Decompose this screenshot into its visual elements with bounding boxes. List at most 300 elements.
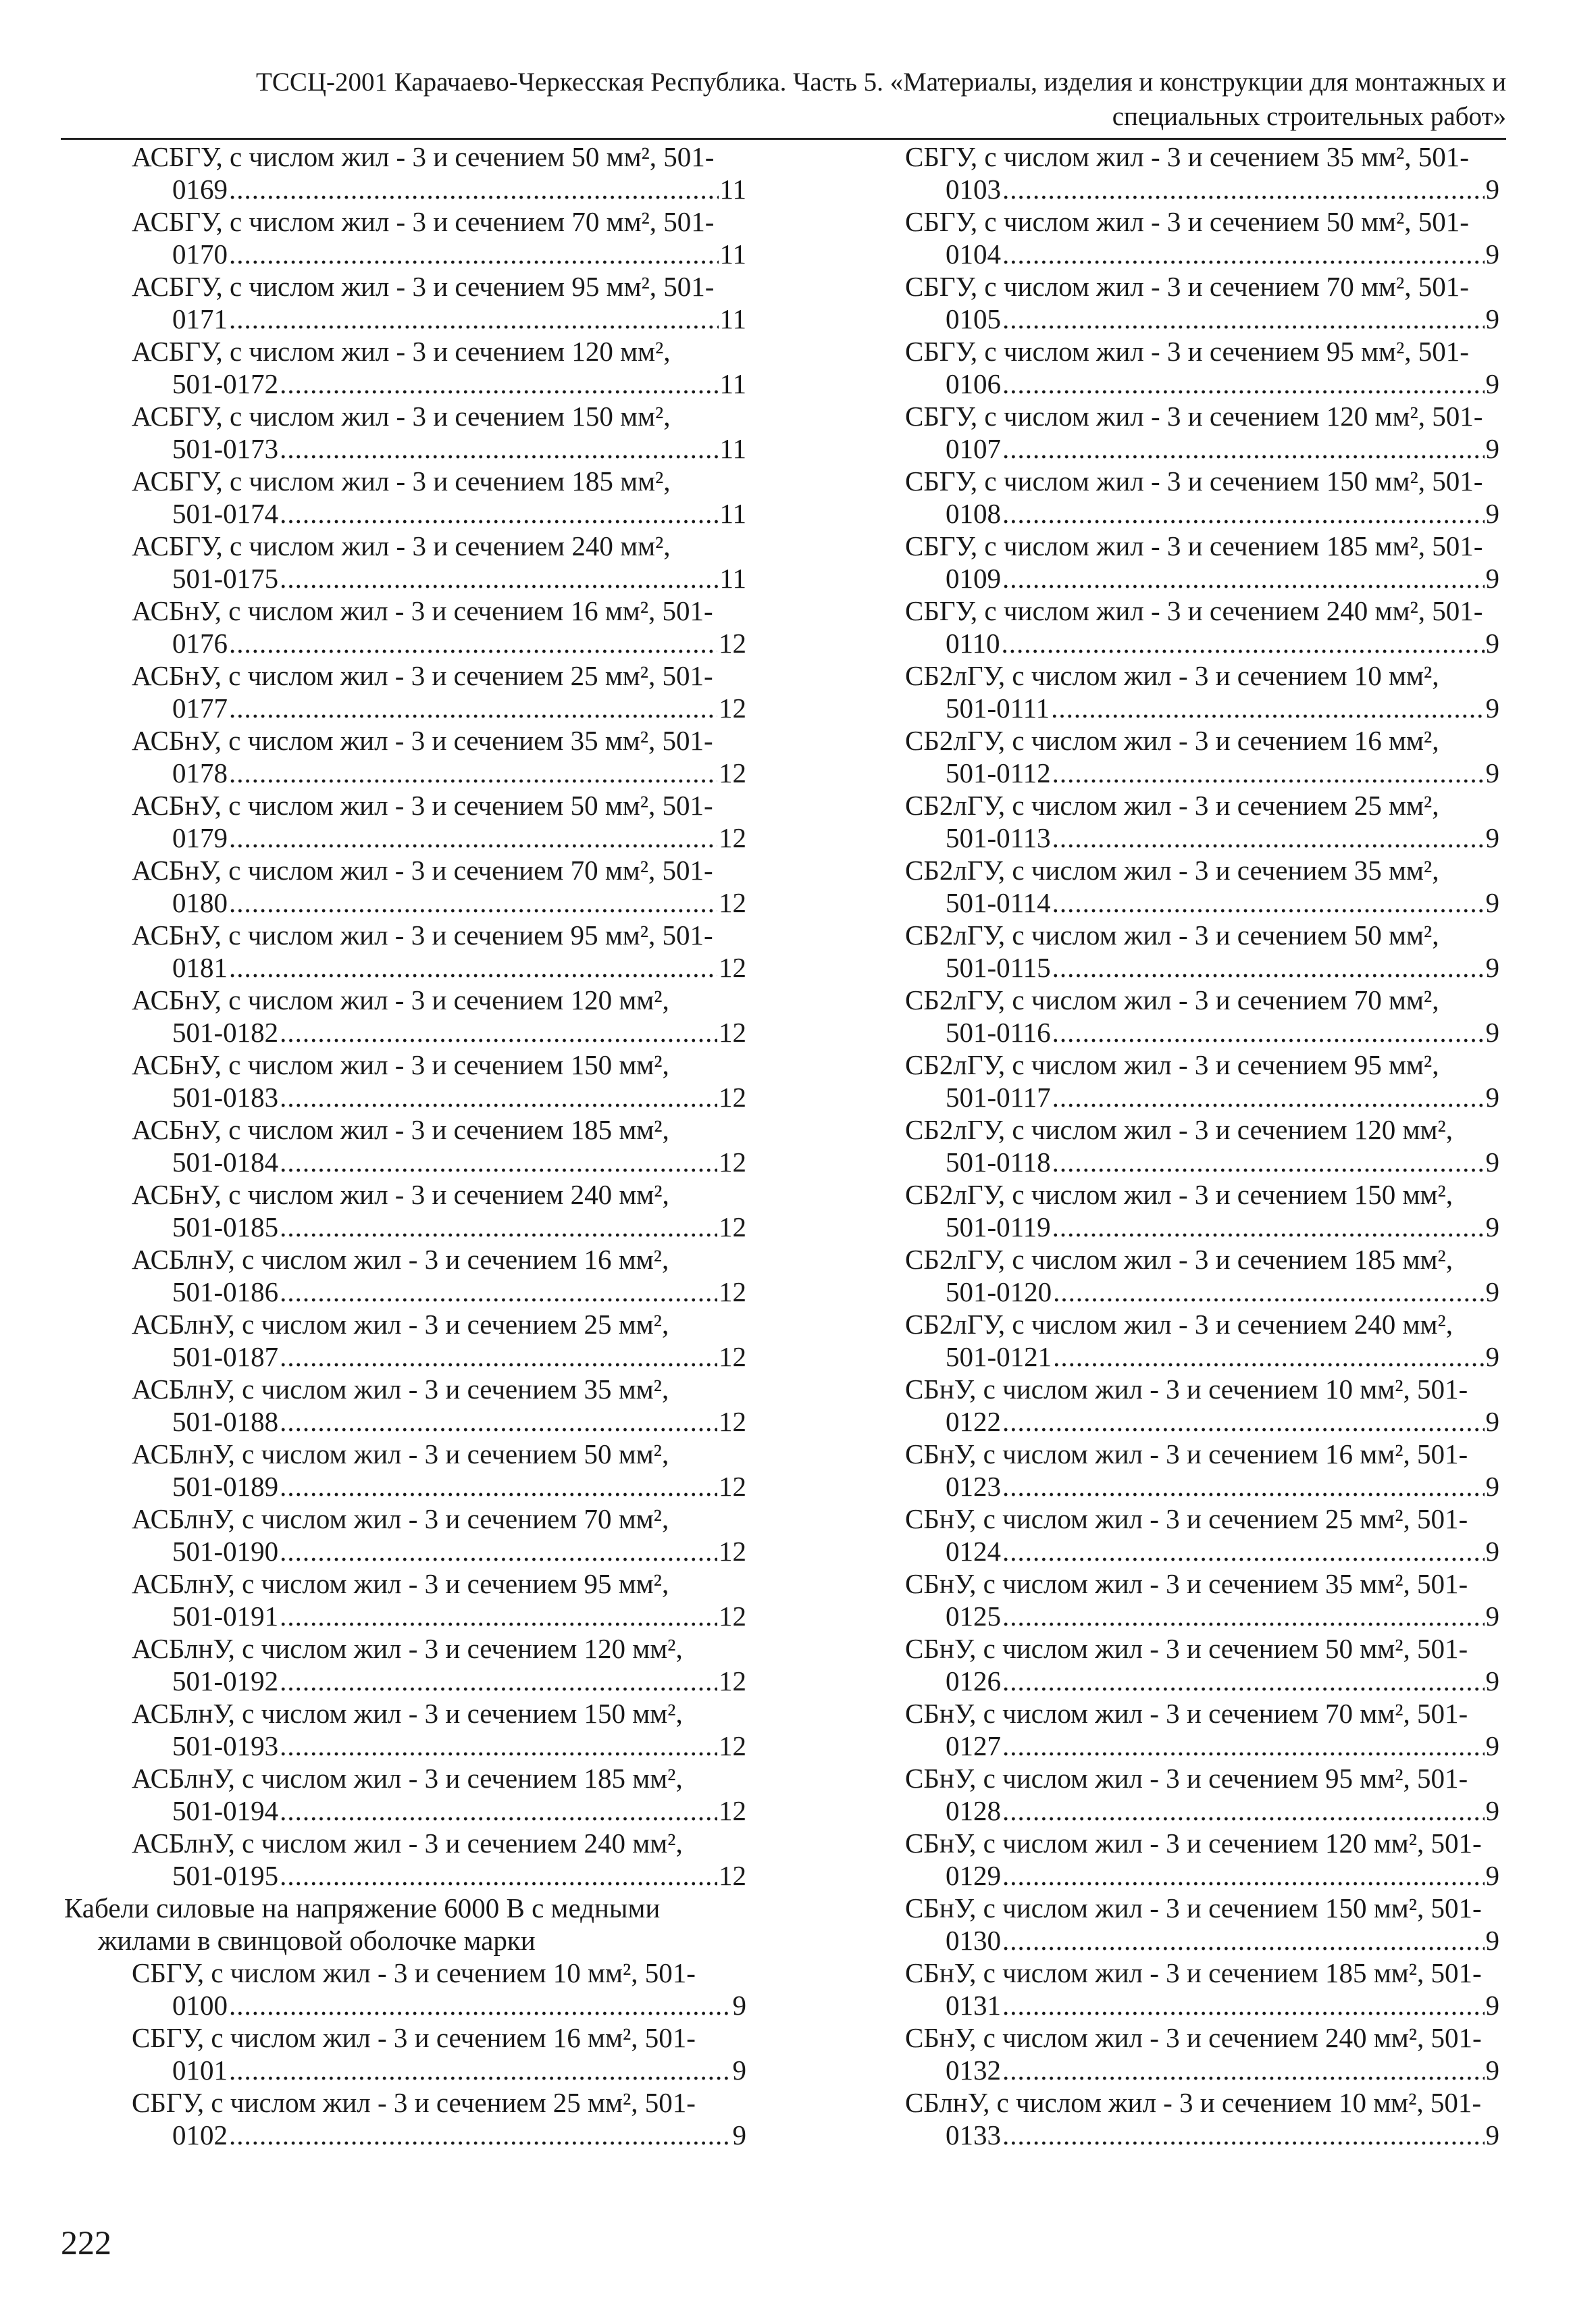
index-entry-page: 9 [1485, 238, 1499, 270]
dot-leader [280, 1600, 717, 1632]
index-entry-code: 501-0116 [946, 1017, 1051, 1048]
index-entry [132, 141, 746, 205]
index-entry-code: 501-0117 [946, 1082, 1051, 1113]
index-entry-page: 12 [719, 822, 746, 853]
index-entry-title: СБ2лГУ, с числом жил - 3 и сечением 10 мм², [905, 660, 1439, 691]
index-entry-page: 12 [719, 1406, 746, 1437]
index-entry-title: СБ2лГУ, с числом жил - 3 и сечением 95 мм², [905, 1049, 1439, 1080]
index-entry-code-line [132, 497, 746, 530]
index-entry-code-line [132, 1665, 746, 1697]
index-entry-title: СБ2лГУ, с числом жил - 3 и сечением 16 мм², [905, 725, 1439, 756]
index-entry [132, 919, 746, 984]
index-entry [132, 465, 746, 530]
index-entry-title: АСБГУ, с числом жил - 3 и сечением 70 мм², 501- [132, 206, 715, 237]
index-entry-page: 12 [719, 887, 746, 918]
dot-leader [280, 1081, 717, 1113]
index-entry-code: 501-0189 [172, 1471, 279, 1502]
index-entry-title: СБГУ, с числом жил - 3 и сечением 70 мм², 501- [905, 271, 1469, 302]
index-entry [905, 1243, 1499, 1308]
index-entry-code-line [905, 1016, 1499, 1049]
index-entry-page: 9 [732, 2055, 746, 2086]
section-heading-line-1: Кабели силовые на напряжение 6000 В с медными [64, 1892, 661, 1923]
index-entry-code: 501-0111 [946, 693, 1050, 724]
dot-leader [280, 1535, 717, 1567]
index-entry-code-line [905, 1924, 1499, 1957]
dot-leader [1002, 303, 1485, 335]
dot-leader [280, 1665, 717, 1697]
dot-leader [1002, 2054, 1485, 2086]
index-entry-code: 501-0112 [946, 757, 1051, 788]
index-entry [905, 724, 1499, 789]
dot-leader [229, 2054, 731, 2086]
index-entry-page: 9 [1485, 498, 1499, 529]
index-entry [905, 1827, 1499, 1892]
index-entry-title: СБнУ, с числом жил - 3 и сечением 185 мм², 501- [905, 1957, 1482, 1988]
index-entry-title: СБГУ, с числом жил - 3 и сечением 50 мм², 501- [905, 206, 1469, 237]
index-entry-page: 12 [719, 1147, 746, 1178]
index-column-left [64, 141, 746, 2151]
dot-leader [229, 238, 719, 270]
index-entry-code: 0104 [946, 238, 1001, 270]
index-entry [132, 2086, 746, 2151]
index-entry-code-line [905, 1665, 1499, 1697]
index-entry [132, 530, 746, 595]
index-entry-code-line [132, 2054, 746, 2086]
section-heading-line-2: жилами в свинцовой оболочке марки [98, 1925, 536, 1956]
index-entry-page: 9 [1485, 563, 1499, 594]
index-entry-page: 9 [1485, 1860, 1499, 1891]
dot-leader [280, 1340, 717, 1373]
index-entry-code: 0126 [946, 1665, 1001, 1696]
index-entry-title: СБнУ, с числом жил - 3 и сечением 16 мм², 501- [905, 1438, 1468, 1469]
index-entry-title: АСБлнУ, с числом жил - 3 и сечением 150 мм², [132, 1698, 683, 1729]
index-entry-code: 501-0195 [172, 1860, 279, 1891]
index-entry-page: 11 [719, 238, 746, 270]
dot-leader [1002, 1859, 1485, 1892]
index-entry-page: 9 [1485, 1665, 1499, 1696]
index-entry [905, 1308, 1499, 1373]
index-entry-page: 9 [1485, 822, 1499, 853]
dot-leader [1002, 1665, 1485, 1697]
index-entry-code-line [905, 1405, 1499, 1438]
index-entry-code: 501-0194 [172, 1795, 279, 1826]
dot-leader [229, 757, 717, 789]
index-entry [905, 205, 1499, 270]
dot-leader [229, 1989, 731, 2021]
index-entry-title: АСБлнУ, с числом жил - 3 и сечением 16 мм², [132, 1244, 669, 1275]
index-entry-page: 12 [719, 1730, 746, 1761]
index-entry-page: 9 [1485, 303, 1499, 334]
index-entry [905, 465, 1499, 530]
index-entry-title: АСБнУ, с числом жил - 3 и сечением 150 мм², [132, 1049, 669, 1080]
index-entry-page: 9 [1485, 757, 1499, 788]
index-entry-title: АСБГУ, с числом жил - 3 и сечением 185 мм², [132, 466, 671, 497]
index-entry-title: СБнУ, с числом жил - 3 и сечением 150 мм², 501- [905, 1892, 1482, 1923]
index-entry-page: 11 [719, 433, 746, 464]
index-entry-code-line [905, 303, 1499, 335]
index-entry-code-line [905, 497, 1499, 530]
index-entry-title: СБ2лГУ, с числом жил - 3 и сечением 70 мм², [905, 984, 1439, 1015]
index-entry-code: 0178 [172, 757, 228, 788]
index-entry [905, 1892, 1499, 1957]
index-entry-title: СБ2лГУ, с числом жил - 3 и сечением 25 мм², [905, 790, 1439, 821]
dot-leader [229, 692, 717, 724]
index-entry-page: 12 [719, 1341, 746, 1372]
index-entry [905, 400, 1499, 465]
dot-leader [1002, 497, 1485, 530]
index-entry-code-line [905, 1794, 1499, 1827]
index-entry-title: СБГУ, с числом жил - 3 и сечением 120 мм², 501- [905, 401, 1483, 432]
index-entry-code: 501-0188 [172, 1406, 279, 1437]
dot-leader [229, 2119, 731, 2151]
index-entry-title: СБнУ, с числом жил - 3 и сечением 10 мм², 501- [905, 1374, 1468, 1405]
index-list-right [905, 141, 1499, 2151]
dot-leader [1052, 951, 1485, 984]
index-entry-title: СБнУ, с числом жил - 3 и сечением 25 мм², 501- [905, 1503, 1468, 1534]
dot-leader [280, 497, 718, 530]
index-entry-title: АСБлнУ, с числом жил - 3 и сечением 185 мм², [132, 1763, 683, 1794]
index-entry [132, 1503, 746, 1567]
index-entry-code: 0177 [172, 693, 228, 724]
index-entry-page: 12 [719, 1601, 746, 1632]
index-entry-page: 12 [719, 1017, 746, 1048]
index-entry-code: 501-0183 [172, 1082, 279, 1113]
header-divider [61, 138, 1506, 140]
index-entry-code-line [132, 1600, 746, 1632]
index-entry-title: СБ2лГУ, с числом жил - 3 и сечением 185 мм², [905, 1244, 1453, 1275]
index-entry-code: 0103 [946, 174, 1001, 205]
index-entry-page: 12 [719, 1536, 746, 1567]
index-entry [132, 1438, 746, 1503]
index-entry-code: 0125 [946, 1601, 1001, 1632]
dot-leader [280, 1016, 717, 1049]
index-entry-title: СБнУ, с числом жил - 3 и сечением 120 мм², 501- [905, 1828, 1482, 1859]
index-entry-code: 501-0114 [946, 887, 1051, 918]
index-entry-title: АСБнУ, с числом жил - 3 и сечением 16 мм², 501- [132, 595, 713, 626]
section-heading [64, 1892, 746, 1957]
index-entry-code: 0127 [946, 1730, 1001, 1761]
index-entry-title: СБнУ, с числом жил - 3 и сечением 50 мм², 501- [905, 1633, 1468, 1664]
index-entry-code-line [905, 368, 1499, 400]
index-entry-code-line [132, 173, 746, 205]
index-entry-page: 9 [1485, 1341, 1499, 1372]
index-entry [905, 854, 1499, 919]
index-entry [132, 984, 746, 1049]
index-entry-code-line [132, 1146, 746, 1178]
index-entry-title: АСБлнУ, с числом жил - 3 и сечением 95 мм², [132, 1568, 669, 1599]
index-entry [132, 595, 746, 659]
dot-leader [1052, 822, 1485, 854]
dot-leader [1002, 1730, 1485, 1762]
index-entry-title: АСБнУ, с числом жил - 3 и сечением 120 мм², [132, 984, 669, 1015]
index-entry-title: СБГУ, с числом жил - 3 и сечением 95 мм², 501- [905, 336, 1469, 367]
index-entry-title: АСБнУ, с числом жил - 3 и сечением 70 мм², 501- [132, 855, 713, 886]
index-entry-title: СБ2лГУ, с числом жил - 3 и сечением 120 мм², [905, 1114, 1453, 1145]
index-entry-title: СБнУ, с числом жил - 3 и сечением 95 мм², 501- [905, 1763, 1468, 1794]
index-entry-code: 0131 [946, 1990, 1001, 2021]
index-entry-page: 9 [1485, 2055, 1499, 2086]
index-entry-page: 9 [1485, 1536, 1499, 1567]
index-entry-page: 9 [1485, 1406, 1499, 1437]
index-entry-page: 9 [1485, 1276, 1499, 1307]
index-entry-code-line [132, 1016, 746, 1049]
index-entry-code: 501-0187 [172, 1341, 279, 1372]
index-entry-code-line [905, 1535, 1499, 1567]
dot-leader [1002, 1535, 1485, 1567]
index-entry-page: 9 [1485, 1601, 1499, 1632]
index-entry-code: 0169 [172, 174, 228, 205]
index-entry-code: 501-0191 [172, 1601, 279, 1632]
index-entry-code: 501-0172 [172, 368, 279, 399]
index-entry-page: 11 [719, 563, 746, 594]
index-entry-code: 501-0182 [172, 1017, 279, 1048]
index-entry-code: 0107 [946, 433, 1001, 464]
dot-leader [1052, 1211, 1485, 1243]
index-entry [132, 1049, 746, 1113]
index-entry-code: 0105 [946, 303, 1001, 334]
index-entry-code-line [132, 1470, 746, 1503]
index-entry-code-line [132, 627, 746, 659]
dot-leader [1002, 1989, 1485, 2021]
dot-leader [1002, 562, 1485, 595]
index-entry [132, 400, 746, 465]
running-header-line-2: специальных строительных работ» [1112, 102, 1506, 131]
index-entry-page: 11 [719, 368, 746, 399]
index-entry-code: 0106 [946, 368, 1001, 399]
index-entry-page: 9 [1485, 1925, 1499, 1956]
index-entry-page: 12 [719, 1211, 746, 1242]
running-header [61, 65, 1506, 134]
dot-leader [1053, 1340, 1484, 1373]
dot-leader [280, 1859, 717, 1892]
index-entry [905, 1762, 1499, 1827]
dot-leader [1052, 757, 1485, 789]
index-entry-code: 501-0175 [172, 563, 279, 594]
index-entry-code-line [905, 2119, 1499, 2151]
index-entry [905, 984, 1499, 1049]
index-entry-code-line [132, 1730, 746, 1762]
dot-leader [280, 432, 718, 465]
index-entry-code: 0124 [946, 1536, 1001, 1567]
index-entry-page: 12 [719, 1860, 746, 1891]
index-entry [905, 1049, 1499, 1113]
index-entry-code-line [132, 886, 746, 919]
dot-leader [280, 1146, 717, 1178]
index-entry-page: 9 [1485, 433, 1499, 464]
index-entry-code: 501-0118 [946, 1147, 1051, 1178]
index-entry-code-line [132, 432, 746, 465]
index-entry [905, 1632, 1499, 1697]
index-entry-code-line [132, 1405, 746, 1438]
index-entry [905, 1503, 1499, 1567]
index-entry-code-line [905, 1600, 1499, 1632]
index-entry-code-line [905, 1146, 1499, 1178]
index-entry [905, 1438, 1499, 1503]
dot-leader [1002, 1405, 1485, 1438]
index-entry-code-line [132, 1340, 746, 1373]
index-entry-title: СБ2лГУ, с числом жил - 3 и сечением 240 мм², [905, 1309, 1453, 1340]
index-entry [905, 1567, 1499, 1632]
index-entry-title: АСБлнУ, с числом жил - 3 и сечением 50 мм², [132, 1438, 669, 1469]
index-entry-code: 0102 [172, 2119, 228, 2150]
index-entry-page: 9 [1485, 628, 1499, 659]
index-entry-code-line [905, 692, 1499, 724]
index-entry-code: 0109 [946, 563, 1001, 594]
index-entry [132, 1113, 746, 1178]
index-entry-title: АСБГУ, с числом жил - 3 и сечением 150 мм², [132, 401, 671, 432]
index-entry [132, 270, 746, 335]
index-entry-code-line [905, 757, 1499, 789]
index-entry-code: 0123 [946, 1471, 1001, 1502]
index-entry-title: СБГУ, с числом жил - 3 и сечением 10 мм², 501- [132, 1957, 696, 1988]
index-entry-page: 12 [719, 952, 746, 983]
index-entry-page: 9 [732, 1990, 746, 2021]
index-entry-code: 501-0174 [172, 498, 279, 529]
dot-leader [1002, 1924, 1485, 1957]
dot-leader [280, 1794, 717, 1827]
index-entry-code-line [132, 1081, 746, 1113]
index-entry-page: 12 [719, 757, 746, 788]
dot-leader [1001, 627, 1484, 659]
index-entry-page: 12 [719, 1471, 746, 1502]
index-entry-page: 12 [719, 628, 746, 659]
index-entry-code: 0181 [172, 952, 228, 983]
index-entry-code: 501-0185 [172, 1211, 279, 1242]
index-entry-title: СБнУ, с числом жил - 3 и сечением 240 мм², 501- [905, 2022, 1482, 2053]
index-entry-page: 9 [1485, 174, 1499, 205]
index-entry-title: АСБлнУ, с числом жил - 3 и сечением 35 мм², [132, 1374, 669, 1405]
index-entry-code-line [905, 173, 1499, 205]
index-entry-code: 0132 [946, 2055, 1001, 2086]
index-entry-code-line [132, 368, 746, 400]
index-entry [905, 270, 1499, 335]
index-entry-code-line [905, 1276, 1499, 1308]
dot-leader [1002, 1600, 1485, 1632]
index-entry-code-line [132, 2119, 746, 2151]
index-entry-page: 9 [1485, 2119, 1499, 2150]
index-entry-title: СБГУ, с числом жил - 3 и сечением 185 мм², 501- [905, 530, 1483, 561]
index-entry [905, 789, 1499, 854]
dot-leader [280, 1470, 717, 1503]
index-entry-code-line [132, 562, 746, 595]
index-entry-title: СБГУ, с числом жил - 3 и сечением 16 мм², 501- [132, 2022, 696, 2053]
index-entry-code-line [132, 822, 746, 854]
index-entry-title: АСБГУ, с числом жил - 3 и сечением 95 мм², 501- [132, 271, 715, 302]
index-entry-code-line [132, 1794, 746, 1827]
index-entry-code-line [132, 1535, 746, 1567]
index-entry-page: 9 [1485, 1730, 1499, 1761]
index-entry [905, 2086, 1499, 2151]
index-entry-title: АСБнУ, с числом жил - 3 и сечением 35 мм², 501- [132, 725, 713, 756]
index-entry-code-line [905, 2054, 1499, 2086]
index-entry-code: 501-0190 [172, 1536, 279, 1567]
index-entry-code-line [132, 757, 746, 789]
index-entry [132, 724, 746, 789]
index-entry-code: 0108 [946, 498, 1001, 529]
index-entry-page: 9 [1485, 1017, 1499, 1048]
index-entry [905, 1113, 1499, 1178]
dot-leader [1052, 886, 1485, 919]
index-entry-title: АСБнУ, с числом жил - 3 и сечением 240 мм², [132, 1179, 669, 1210]
index-entry-code-line [905, 627, 1499, 659]
index-entry-title: АСБнУ, с числом жил - 3 и сечением 95 мм², 501- [132, 920, 713, 951]
index-entry [905, 595, 1499, 659]
index-entry [132, 1762, 746, 1827]
index-entry [905, 335, 1499, 400]
index-entry [905, 919, 1499, 984]
index-list-left-after-heading [132, 1957, 746, 2151]
index-entry [132, 1957, 746, 2021]
index-entry-title: АСБлнУ, с числом жил - 3 и сечением 70 мм², [132, 1503, 669, 1534]
dot-leader [280, 1276, 717, 1308]
index-entry-code-line [132, 1276, 746, 1308]
index-entry-page: 12 [719, 1665, 746, 1696]
index-entry [905, 1373, 1499, 1438]
index-entry-title: АСБнУ, с числом жил - 3 и сечением 50 мм², 501- [132, 790, 713, 821]
index-list-left [132, 141, 746, 1892]
dot-leader [229, 627, 717, 659]
index-entry-code-line [132, 1859, 746, 1892]
index-entry-code: 0128 [946, 1795, 1001, 1826]
index-entry [132, 854, 746, 919]
index-entry [132, 1373, 746, 1438]
index-entry-code-line [132, 303, 746, 335]
index-entry-code: 501-0120 [946, 1276, 1052, 1307]
dot-leader [280, 1730, 717, 1762]
index-entry [132, 789, 746, 854]
index-entry-code: 0110 [946, 628, 1000, 659]
index-entry [905, 530, 1499, 595]
index-entry-page: 9 [1485, 1990, 1499, 2021]
dot-leader [229, 303, 719, 335]
index-entry [905, 1957, 1499, 2021]
index-entry-title: АСБГУ, с числом жил - 3 и сечением 240 мм², [132, 530, 671, 561]
dot-leader [1002, 1794, 1485, 1827]
index-entry [132, 1178, 746, 1243]
index-entry-code-line [905, 886, 1499, 919]
index-entry-code: 501-0186 [172, 1276, 279, 1307]
index-entry-code-line [132, 1211, 746, 1243]
index-entry-page: 9 [1485, 1082, 1499, 1113]
index-entry-code-line [132, 1989, 746, 2021]
index-entry-page: 11 [719, 498, 746, 529]
index-entry [132, 335, 746, 400]
index-entry-title: СБ2лГУ, с числом жил - 3 и сечением 50 мм², [905, 920, 1439, 951]
index-entry [905, 1178, 1499, 1243]
index-entry-code: 501-0119 [946, 1211, 1051, 1242]
index-entry-code-line [905, 1081, 1499, 1113]
index-entry-title: СБ2лГУ, с числом жил - 3 и сечением 150 мм², [905, 1179, 1453, 1210]
dot-leader [280, 562, 718, 595]
index-entry-code: 0180 [172, 887, 228, 918]
index-entry-page: 12 [719, 1082, 746, 1113]
index-entry [905, 141, 1499, 205]
index-entry-code: 0170 [172, 238, 228, 270]
index-entry [132, 205, 746, 270]
index-entry-code-line [905, 1989, 1499, 2021]
index-entry-page: 9 [1485, 368, 1499, 399]
index-entry [132, 1308, 746, 1373]
index-entry-code: 0133 [946, 2119, 1001, 2150]
index-entry-code: 0100 [172, 1990, 228, 2021]
dot-leader [280, 1405, 717, 1438]
index-entry-code-line [905, 432, 1499, 465]
index-entry-code: 0179 [172, 822, 228, 853]
index-entry [905, 1697, 1499, 1762]
index-entry-code-line [132, 951, 746, 984]
index-entry [132, 1697, 746, 1762]
dot-leader [1052, 1146, 1485, 1178]
